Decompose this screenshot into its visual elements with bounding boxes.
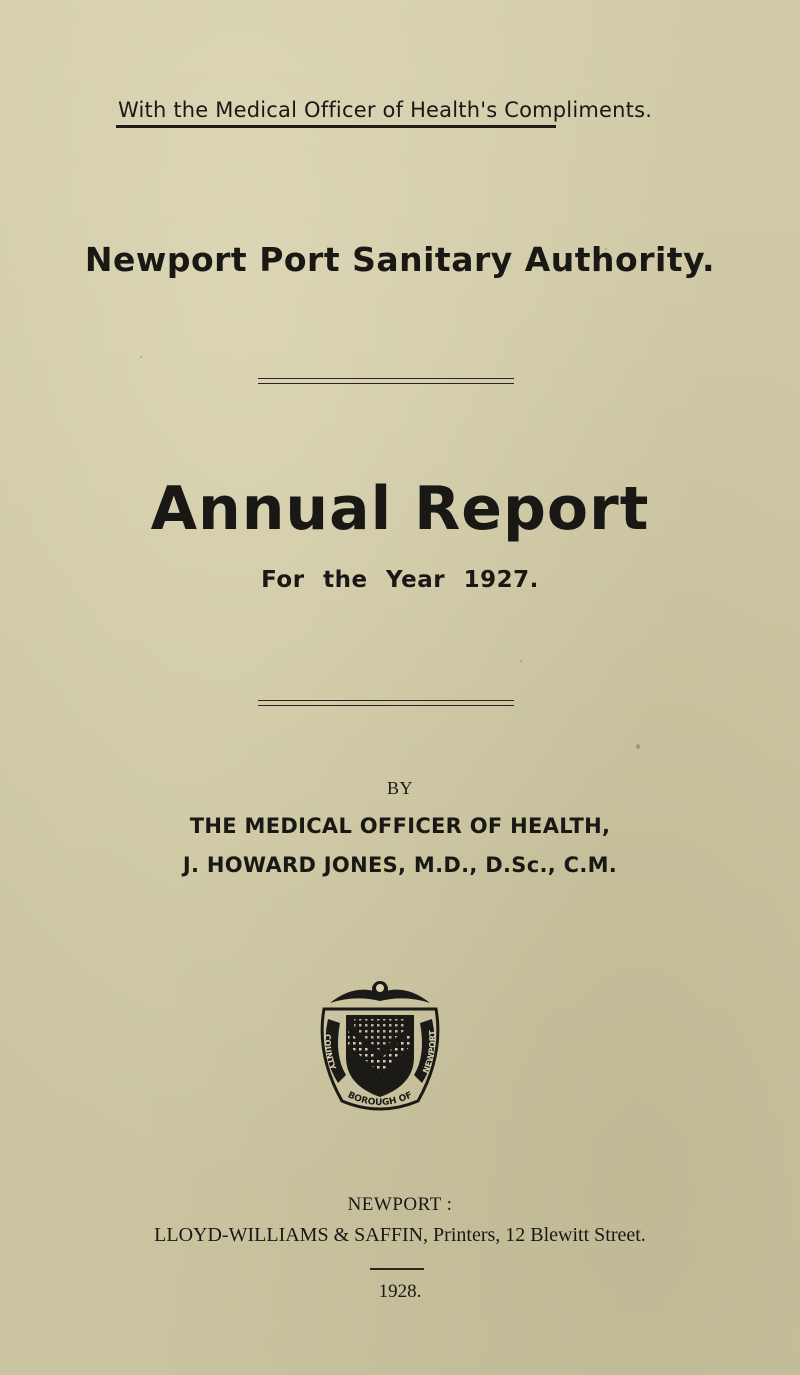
- by-label: BY: [386, 778, 413, 798]
- imprint-year: 1928.: [378, 1281, 422, 1302]
- paper-speck: [605, 248, 607, 250]
- author-title: THE MEDICAL OFFICER OF HEALTH,: [189, 814, 611, 838]
- compliments-underline: [116, 125, 556, 128]
- seal-text-left: COUNTY: [322, 1033, 338, 1071]
- divider-top: [258, 378, 514, 384]
- authority-heading: Newport Port Sanitary Authority.: [84, 240, 716, 279]
- imprint-place: NEWPORT :: [347, 1194, 453, 1215]
- seal-text-right: NEWPORT: [421, 1029, 438, 1075]
- paper-speck: [636, 744, 640, 749]
- seal-text-bottom: BOROUGH OF: [345, 1090, 415, 1109]
- paper-speck: [140, 356, 142, 358]
- author-name: J. HOWARD JONES, M.D., D.Sc., C.M.: [182, 853, 618, 877]
- compliments-line: With the Medical Officer of Health's Compliments.: [118, 98, 653, 122]
- imprint-rule: [370, 1268, 424, 1270]
- imprint-printers: LLOYD-WILLIAMS & SAFFIN, Printers, 12 Blewitt Street.: [154, 1224, 646, 1246]
- divider-middle: [258, 700, 514, 706]
- report-title: Annual Report: [150, 474, 650, 544]
- report-subtitle: For the Year 1927.: [261, 567, 539, 593]
- paper-speck: [520, 660, 522, 662]
- county-borough-seal-icon: [310, 975, 450, 1115]
